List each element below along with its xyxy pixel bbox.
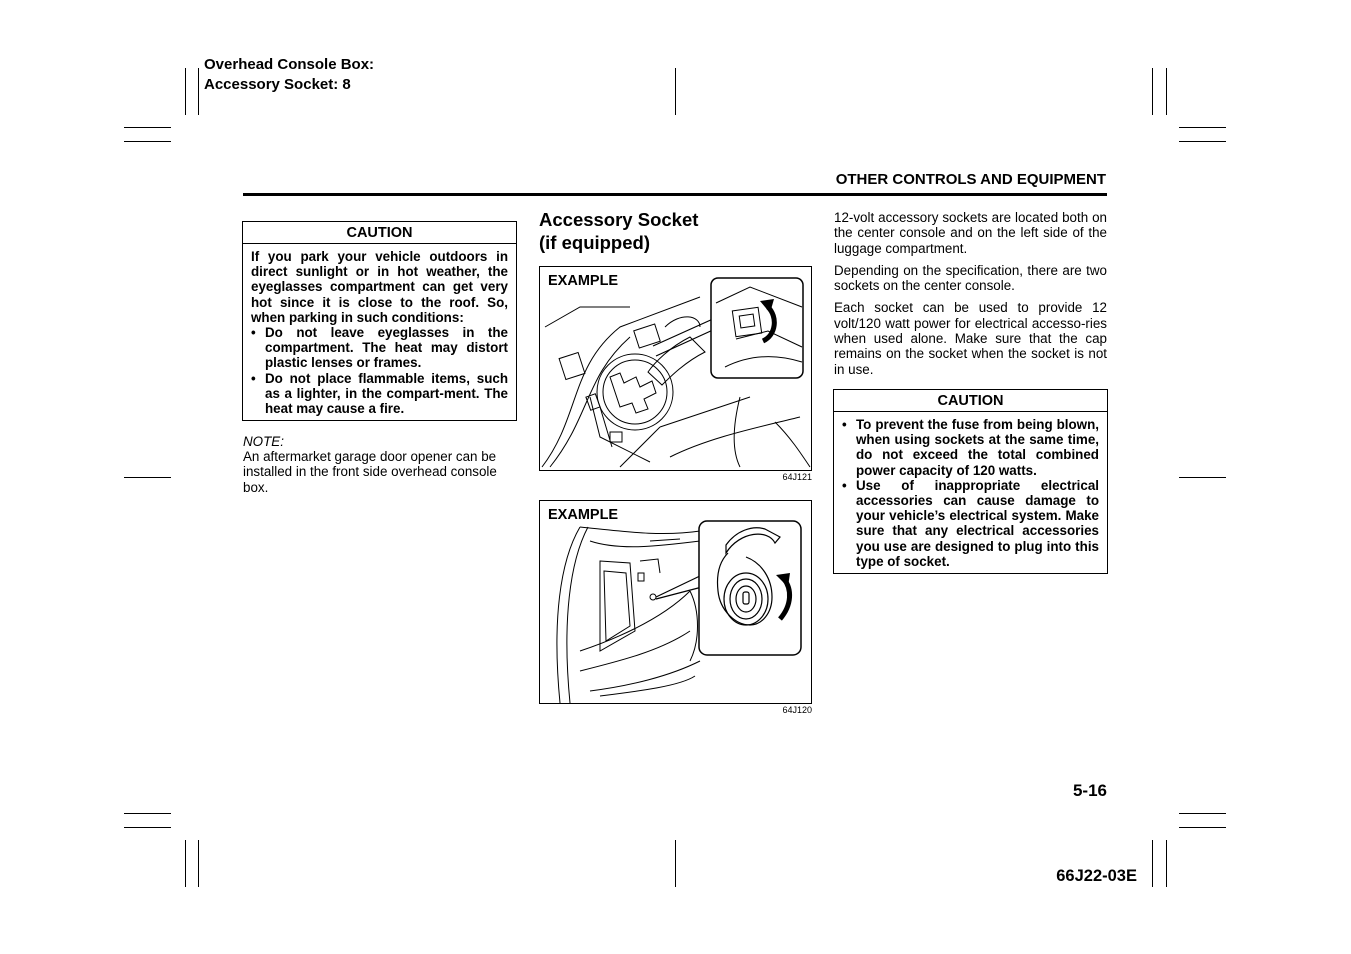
caution-body bbox=[834, 412, 1107, 573]
crop-mark bbox=[1166, 840, 1167, 887]
bullet-icon: • bbox=[251, 325, 256, 341]
crop-mark bbox=[124, 141, 171, 142]
crop-mark bbox=[124, 827, 171, 828]
figure-center-console bbox=[539, 266, 812, 471]
figure-code: 64J121 bbox=[782, 472, 812, 482]
caution-box-sockets bbox=[833, 389, 1108, 574]
crop-mark bbox=[124, 477, 171, 478]
caution-bullet: • Do not leave eyeglasses in the compartment. The heat may distort plastic lenses or frames. bbox=[251, 325, 508, 371]
section-title: OTHER CONTROLS AND EQUIPMENT bbox=[835, 171, 1106, 188]
crop-mark bbox=[1152, 68, 1153, 115]
caution-list bbox=[842, 417, 1099, 569]
paragraph: Depending on the specification, there are two sockets on the center console. bbox=[834, 262, 1107, 294]
crop-mark bbox=[124, 127, 171, 128]
caution-bullet: • Do not place flammable items, such as a lighter, in the compart-ment. The heat may cause a fire. bbox=[251, 370, 508, 417]
paragraph: Each socket can be used to provide 12 volt/120 watt power for electrical accesso-ries when used alone. Make sure that the cap remains on the socket when the socket is not in use. bbox=[834, 300, 1107, 377]
caution-intro: If you park your vehicle outdoors in direct sunlight or in hot weather, the eyeglasses compartment can get very hot since it is close to the roof. So, when parking in such conditions: bbox=[251, 249, 508, 325]
page-number: 5-16 bbox=[1072, 781, 1107, 800]
crop-mark bbox=[1179, 127, 1226, 128]
header-line-2: Accessory Socket: 8 bbox=[204, 76, 351, 93]
crop-mark bbox=[198, 840, 199, 887]
crop-mark bbox=[1152, 840, 1153, 887]
crop-mark bbox=[185, 68, 186, 115]
crop-mark bbox=[1179, 477, 1226, 478]
heading-line-2: (if equipped) bbox=[539, 232, 650, 253]
document-code: 66J22-03E bbox=[1056, 867, 1137, 885]
crop-mark bbox=[124, 813, 171, 814]
luggage-compartment-illustration bbox=[540, 501, 811, 703]
figure-code: 64J120 bbox=[782, 705, 812, 715]
bullet-icon: • bbox=[842, 477, 847, 493]
paragraph: 12-volt accessory sockets are located both on the center console and on the left side of the luggage compartment. bbox=[834, 210, 1107, 256]
crop-mark bbox=[185, 840, 186, 887]
note bbox=[243, 434, 517, 495]
caution-body bbox=[243, 244, 516, 420]
crop-mark bbox=[675, 840, 676, 887]
bullet-icon: • bbox=[842, 417, 847, 432]
right-column-text bbox=[834, 210, 1107, 377]
crop-mark bbox=[1179, 813, 1226, 814]
section-heading bbox=[539, 208, 811, 254]
crop-mark bbox=[1179, 141, 1226, 142]
caution-title: CAUTION bbox=[834, 390, 1107, 412]
figure-label: EXAMPLE bbox=[548, 273, 619, 289]
crop-mark bbox=[675, 68, 676, 115]
heading-line-1: Accessory Socket bbox=[539, 209, 699, 230]
caution-title: CAUTION bbox=[243, 222, 516, 244]
note-text: An aftermarket garage door opener can be installed in the front side overhead console box. bbox=[243, 449, 497, 495]
note-label: NOTE: bbox=[243, 434, 284, 449]
caution-bullet: • To prevent the fuse from being blown, when using sockets at the same time, do not exceed the total combined power capacity of 120 watts. bbox=[842, 417, 1099, 478]
bullet-icon: • bbox=[251, 370, 256, 386]
header-line-1: Overhead Console Box: bbox=[204, 56, 375, 73]
figure-luggage-compartment bbox=[539, 500, 812, 704]
header-rule bbox=[243, 193, 1107, 196]
caution-bullet: • Use of inappropriate electrical accessories can cause damage to your vehicle’s electrical system. Make sure that any electrical accessories you use are designed to plug into this type of socket. bbox=[842, 477, 1099, 569]
caution-list bbox=[251, 325, 508, 416]
running-header bbox=[204, 55, 374, 95]
center-console-illustration bbox=[540, 267, 811, 470]
figure-label: EXAMPLE bbox=[548, 507, 619, 523]
crop-mark bbox=[198, 68, 199, 115]
caution-box-eyeglasses bbox=[242, 221, 517, 421]
crop-mark bbox=[1166, 68, 1167, 115]
crop-mark bbox=[1179, 827, 1226, 828]
